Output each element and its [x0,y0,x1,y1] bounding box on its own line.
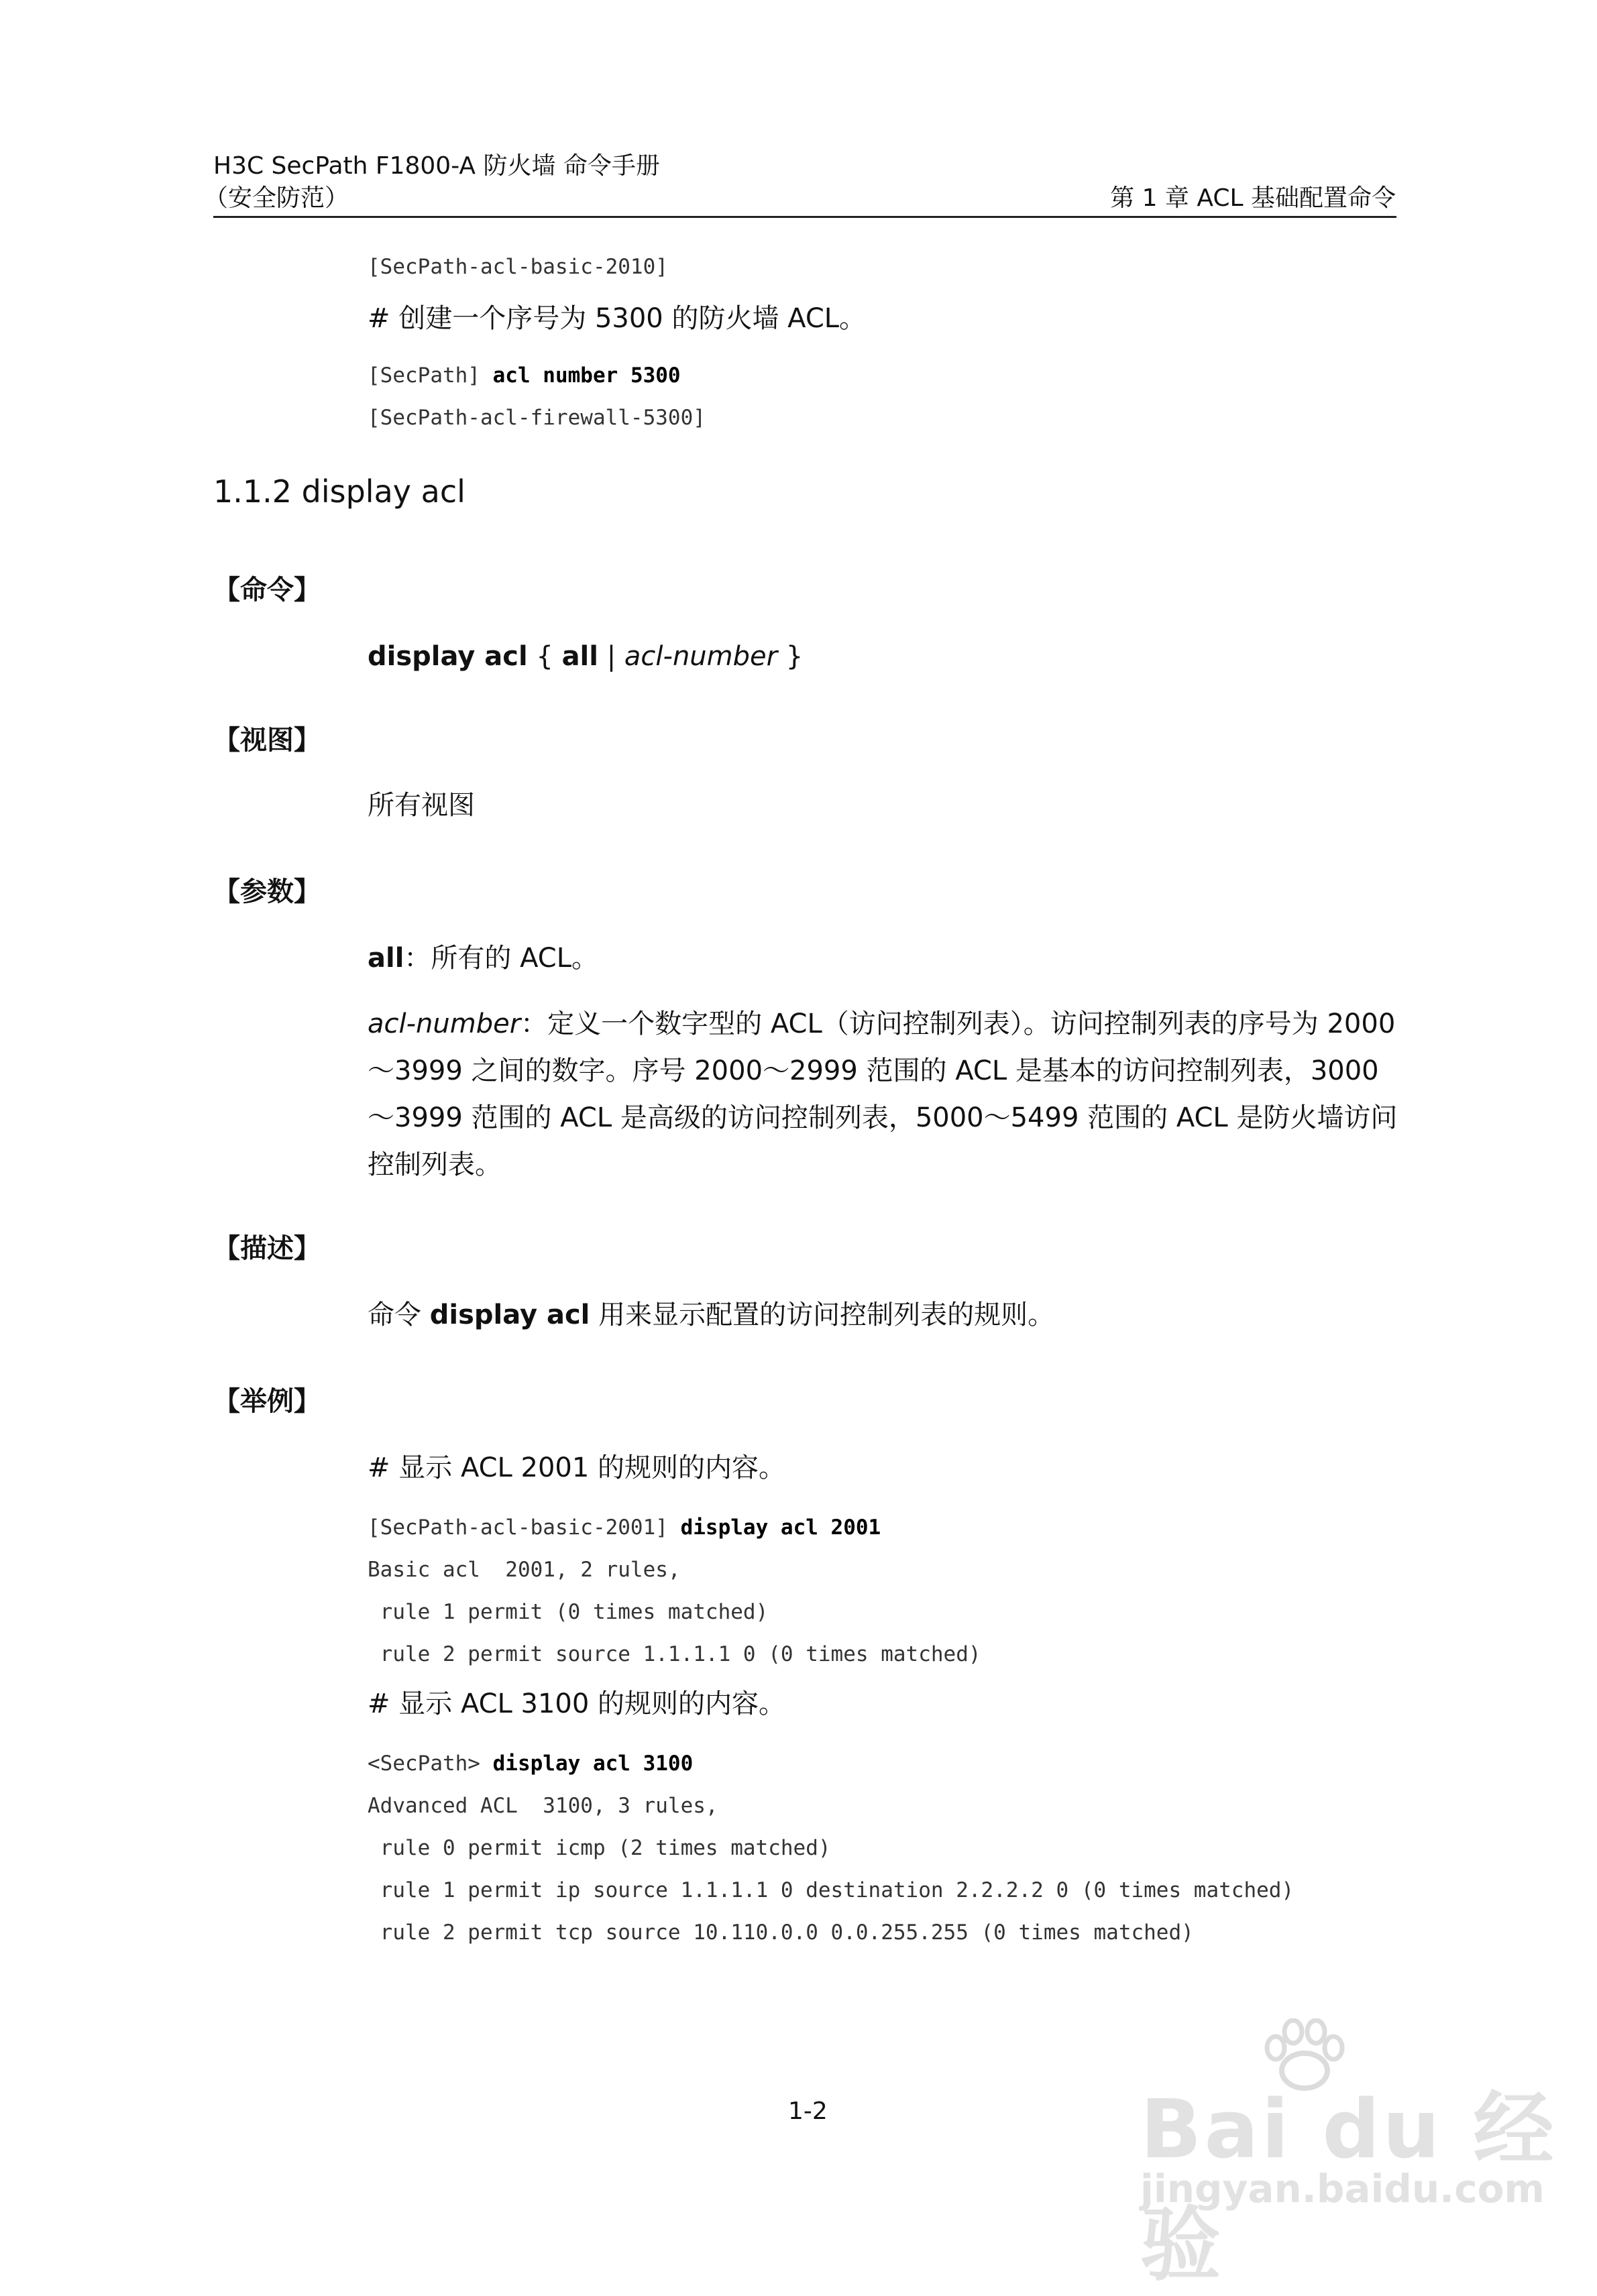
syntax-brace: } [777,641,804,672]
desc-text [368,1292,1054,1338]
desc-post: 用来显示配置的访问控制列表的规则。 [590,1300,1055,1330]
section-title: 1.1.2 display acl [213,473,465,510]
watermark-logo: Bai du 经验 [1140,2083,1557,2292]
code-prompt: <SecPath> [368,1752,493,1776]
desc-pre: 命令 [368,1300,430,1330]
example-comment: # 显示 ACL 3100 的规则的内容。 [368,1688,786,1719]
code-prompt: [SecPath-acl-basic-2001] [368,1515,681,1540]
code-command: display acl 3100 [492,1752,694,1776]
example-comment: # 创建一个序号为 5300 的防火墙 ACL。 [368,303,867,334]
syntax-keyword: all [561,641,598,672]
header-subtitle: （安全防范） [204,184,349,212]
code-output: Basic acl 2001, 2 rules, [368,1558,681,1582]
param-name: acl-number [368,1009,521,1039]
code-line [368,362,681,389]
syntax-keyword: display acl [368,641,528,672]
code-line [368,1514,881,1541]
header-title: H3C SecPath F1800-A 防火墙 命令手册 [213,152,660,180]
header-chapter: 第 1 章 ACL 基础配置命令 [1110,184,1396,212]
view-text: 所有视图 [368,790,475,821]
desc-label: 【描述】 [213,1233,321,1264]
view-label: 【视图】 [213,725,321,756]
syntax-brace: { [527,641,562,672]
param-name: all [368,943,404,974]
param-desc: ：定义一个数字型的 ACL（访问控制列表）。访问控制列表的序号为 2000～3999 之间的数字。序号 2000～2999 范围的 ACL 是基本的访问控制列表，3000～3999 范围的 ACL 是高级的访问控制列表，5000～5499 范围的 ACL 是防火墙访问控制列表。 [368,1009,1398,1180]
param-desc: ：所有的 ACL。 [404,943,599,974]
code-output: rule 2 permit tcp source 10.110.0.0 0.0.255.255 (0 times matched) [368,1920,1194,1945]
example-comment: # 显示 ACL 2001 的规则的内容。 [368,1452,786,1483]
code-output: rule 1 permit (0 times matched) [368,1600,769,1624]
code-output: rule 2 permit source 1.1.1.1 0 (0 times matched) [368,1642,981,1666]
command-label: 【命令】 [213,575,321,606]
code-command: acl number 5300 [492,363,681,388]
desc-command: display acl [429,1300,590,1330]
page-number: 1-2 [788,2098,828,2125]
code-command: display acl 2001 [680,1515,881,1540]
code-output: Advanced ACL 3100, 3 rules, [368,1794,718,1818]
param-all [368,935,598,982]
param-acl-number [368,1000,1400,1188]
params-label: 【参数】 [213,876,321,907]
example-label: 【举例】 [213,1386,321,1417]
code-output: rule 1 permit ip source 1.1.1.1 0 destination 2.2.2.2 0 (0 times matched) [368,1878,1295,1902]
code-output: rule 0 permit icmp (2 times matched) [368,1836,831,1860]
code-line: [SecPath-acl-basic-2010] [368,255,668,279]
syntax-separator: | [598,641,624,672]
code-line [368,1750,693,1777]
syntax-argument: acl-number [624,641,778,672]
code-prompt: [SecPath] [368,363,493,388]
command-syntax [368,633,803,680]
code-line: [SecPath-acl-firewall-5300] [368,406,706,430]
header-divider [213,216,1396,218]
watermark-url: jingyan.baidu.com [1140,2166,1545,2212]
